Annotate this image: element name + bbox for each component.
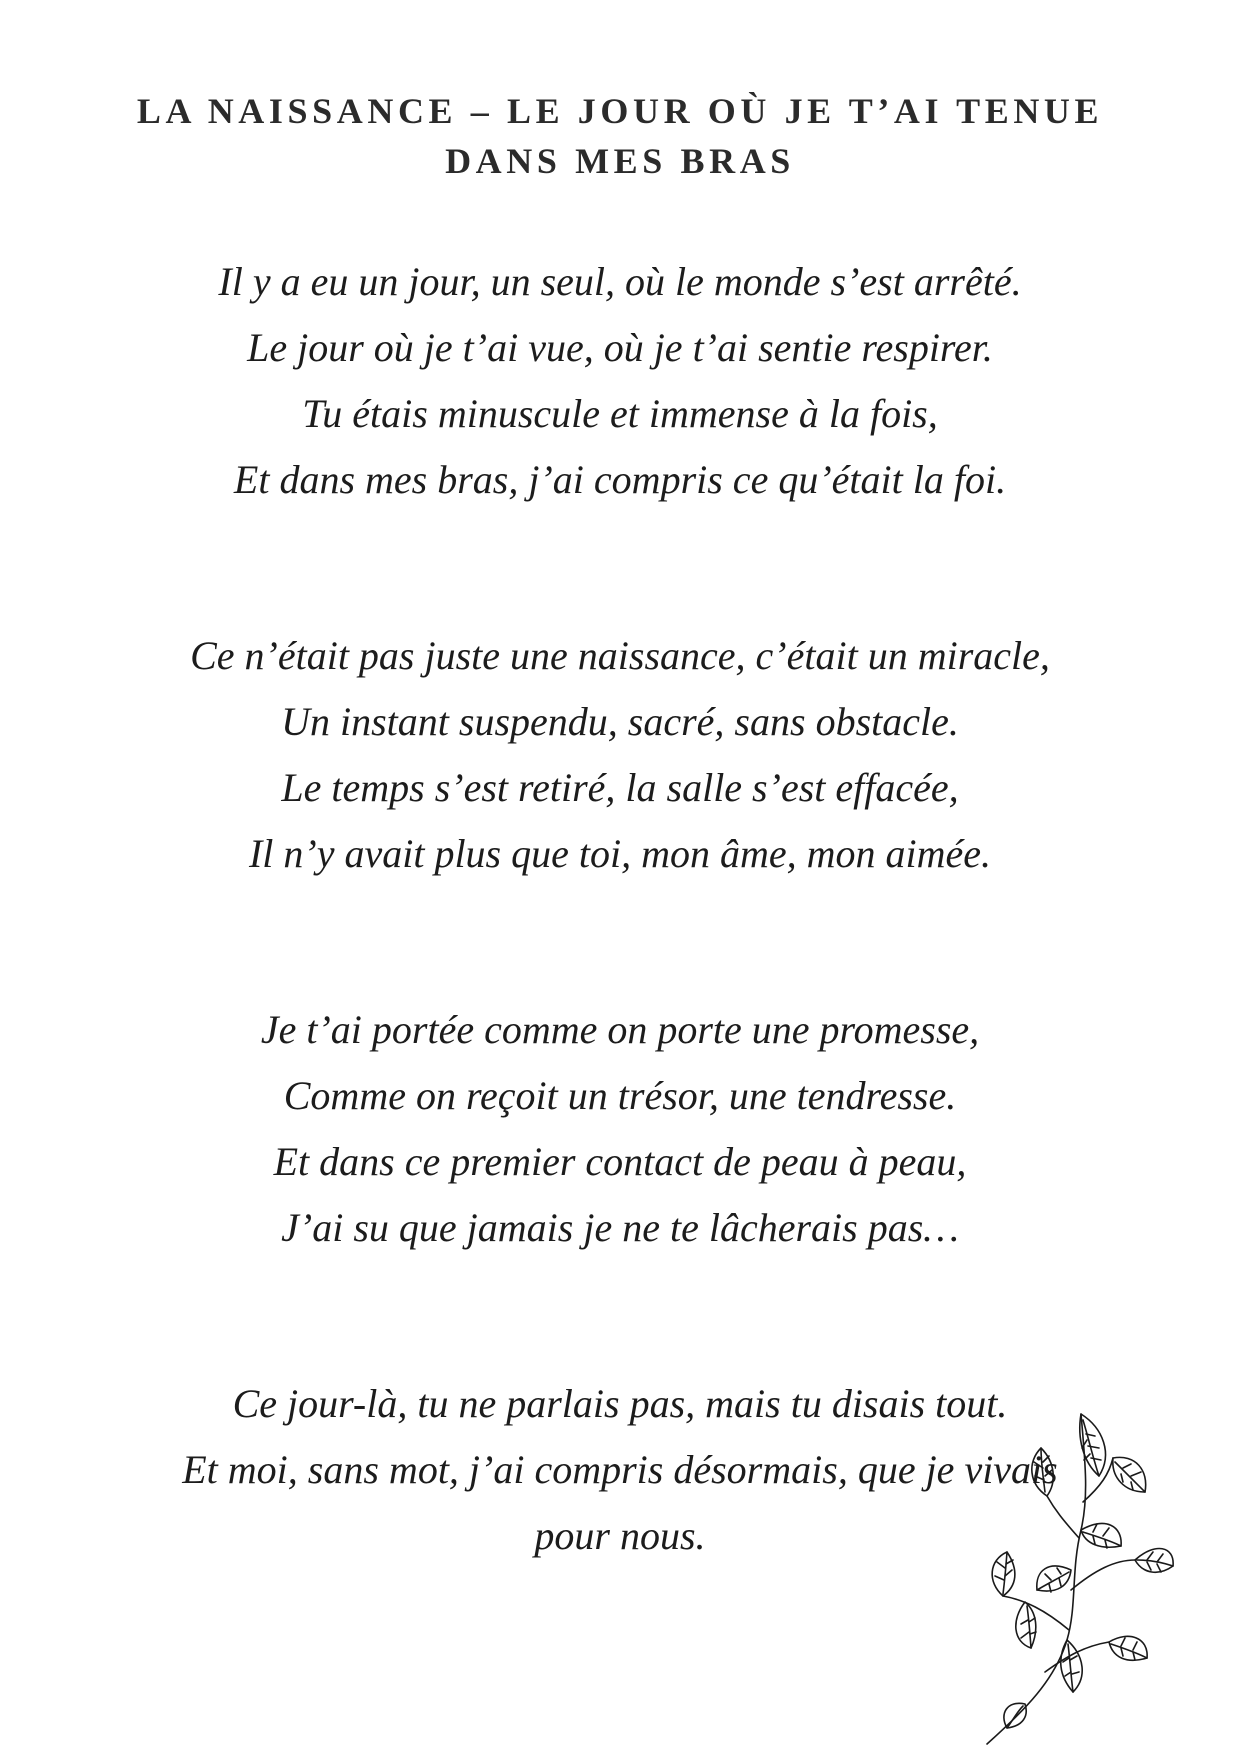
poem-line: pour nous.	[534, 1513, 706, 1558]
poem-line: Et moi, sans mot, j’ai compris désormais, que je vivais	[182, 1447, 1058, 1492]
poem-line: Il y a eu un jour, un seul, où le monde s’est arrêté.	[218, 259, 1022, 304]
poem-line: Il n’y avait plus que toi, mon âme, mon aimée.	[248, 831, 992, 876]
poem-line: Tu étais minuscule et immense à la fois,	[302, 391, 938, 436]
poem-line: Le temps s’est retiré, la salle s’est effacée,	[281, 765, 959, 810]
title-line-2: DANS MES BRAS	[445, 141, 795, 181]
poem-line: Je t’ai portée comme on porte une promesse,	[260, 1007, 980, 1052]
poem-line: Et dans ce premier contact de peau à peau,	[273, 1139, 967, 1184]
poem-line: Et dans mes bras, j’ai compris ce qu’était la foi.	[233, 457, 1007, 502]
poem-line: Ce n’était pas juste une naissance, c’était un miracle,	[190, 633, 1050, 678]
poem-line: Comme on reçoit un trésor, une tendresse.	[283, 1073, 957, 1118]
leafy-branch-icon	[985, 1410, 1175, 1746]
poem-line: Un instant suspendu, sacré, sans obstacle.	[281, 699, 959, 744]
stanza-1	[0, 258, 1240, 522]
stanza-3	[0, 1006, 1240, 1270]
stanza-2	[0, 632, 1240, 896]
poem-line: Le jour où je t’ai vue, où je t’ai sentie respirer.	[247, 325, 993, 370]
poem-line: J’ai su que jamais je ne te lâcherais pas…	[281, 1205, 959, 1250]
poem-line: Ce jour-là, tu ne parlais pas, mais tu disais tout.	[232, 1381, 1008, 1426]
poem-title	[0, 86, 1240, 186]
title-line-1: LA NAISSANCE – LE JOUR OÙ JE T’AI TENUE	[136, 91, 1104, 131]
